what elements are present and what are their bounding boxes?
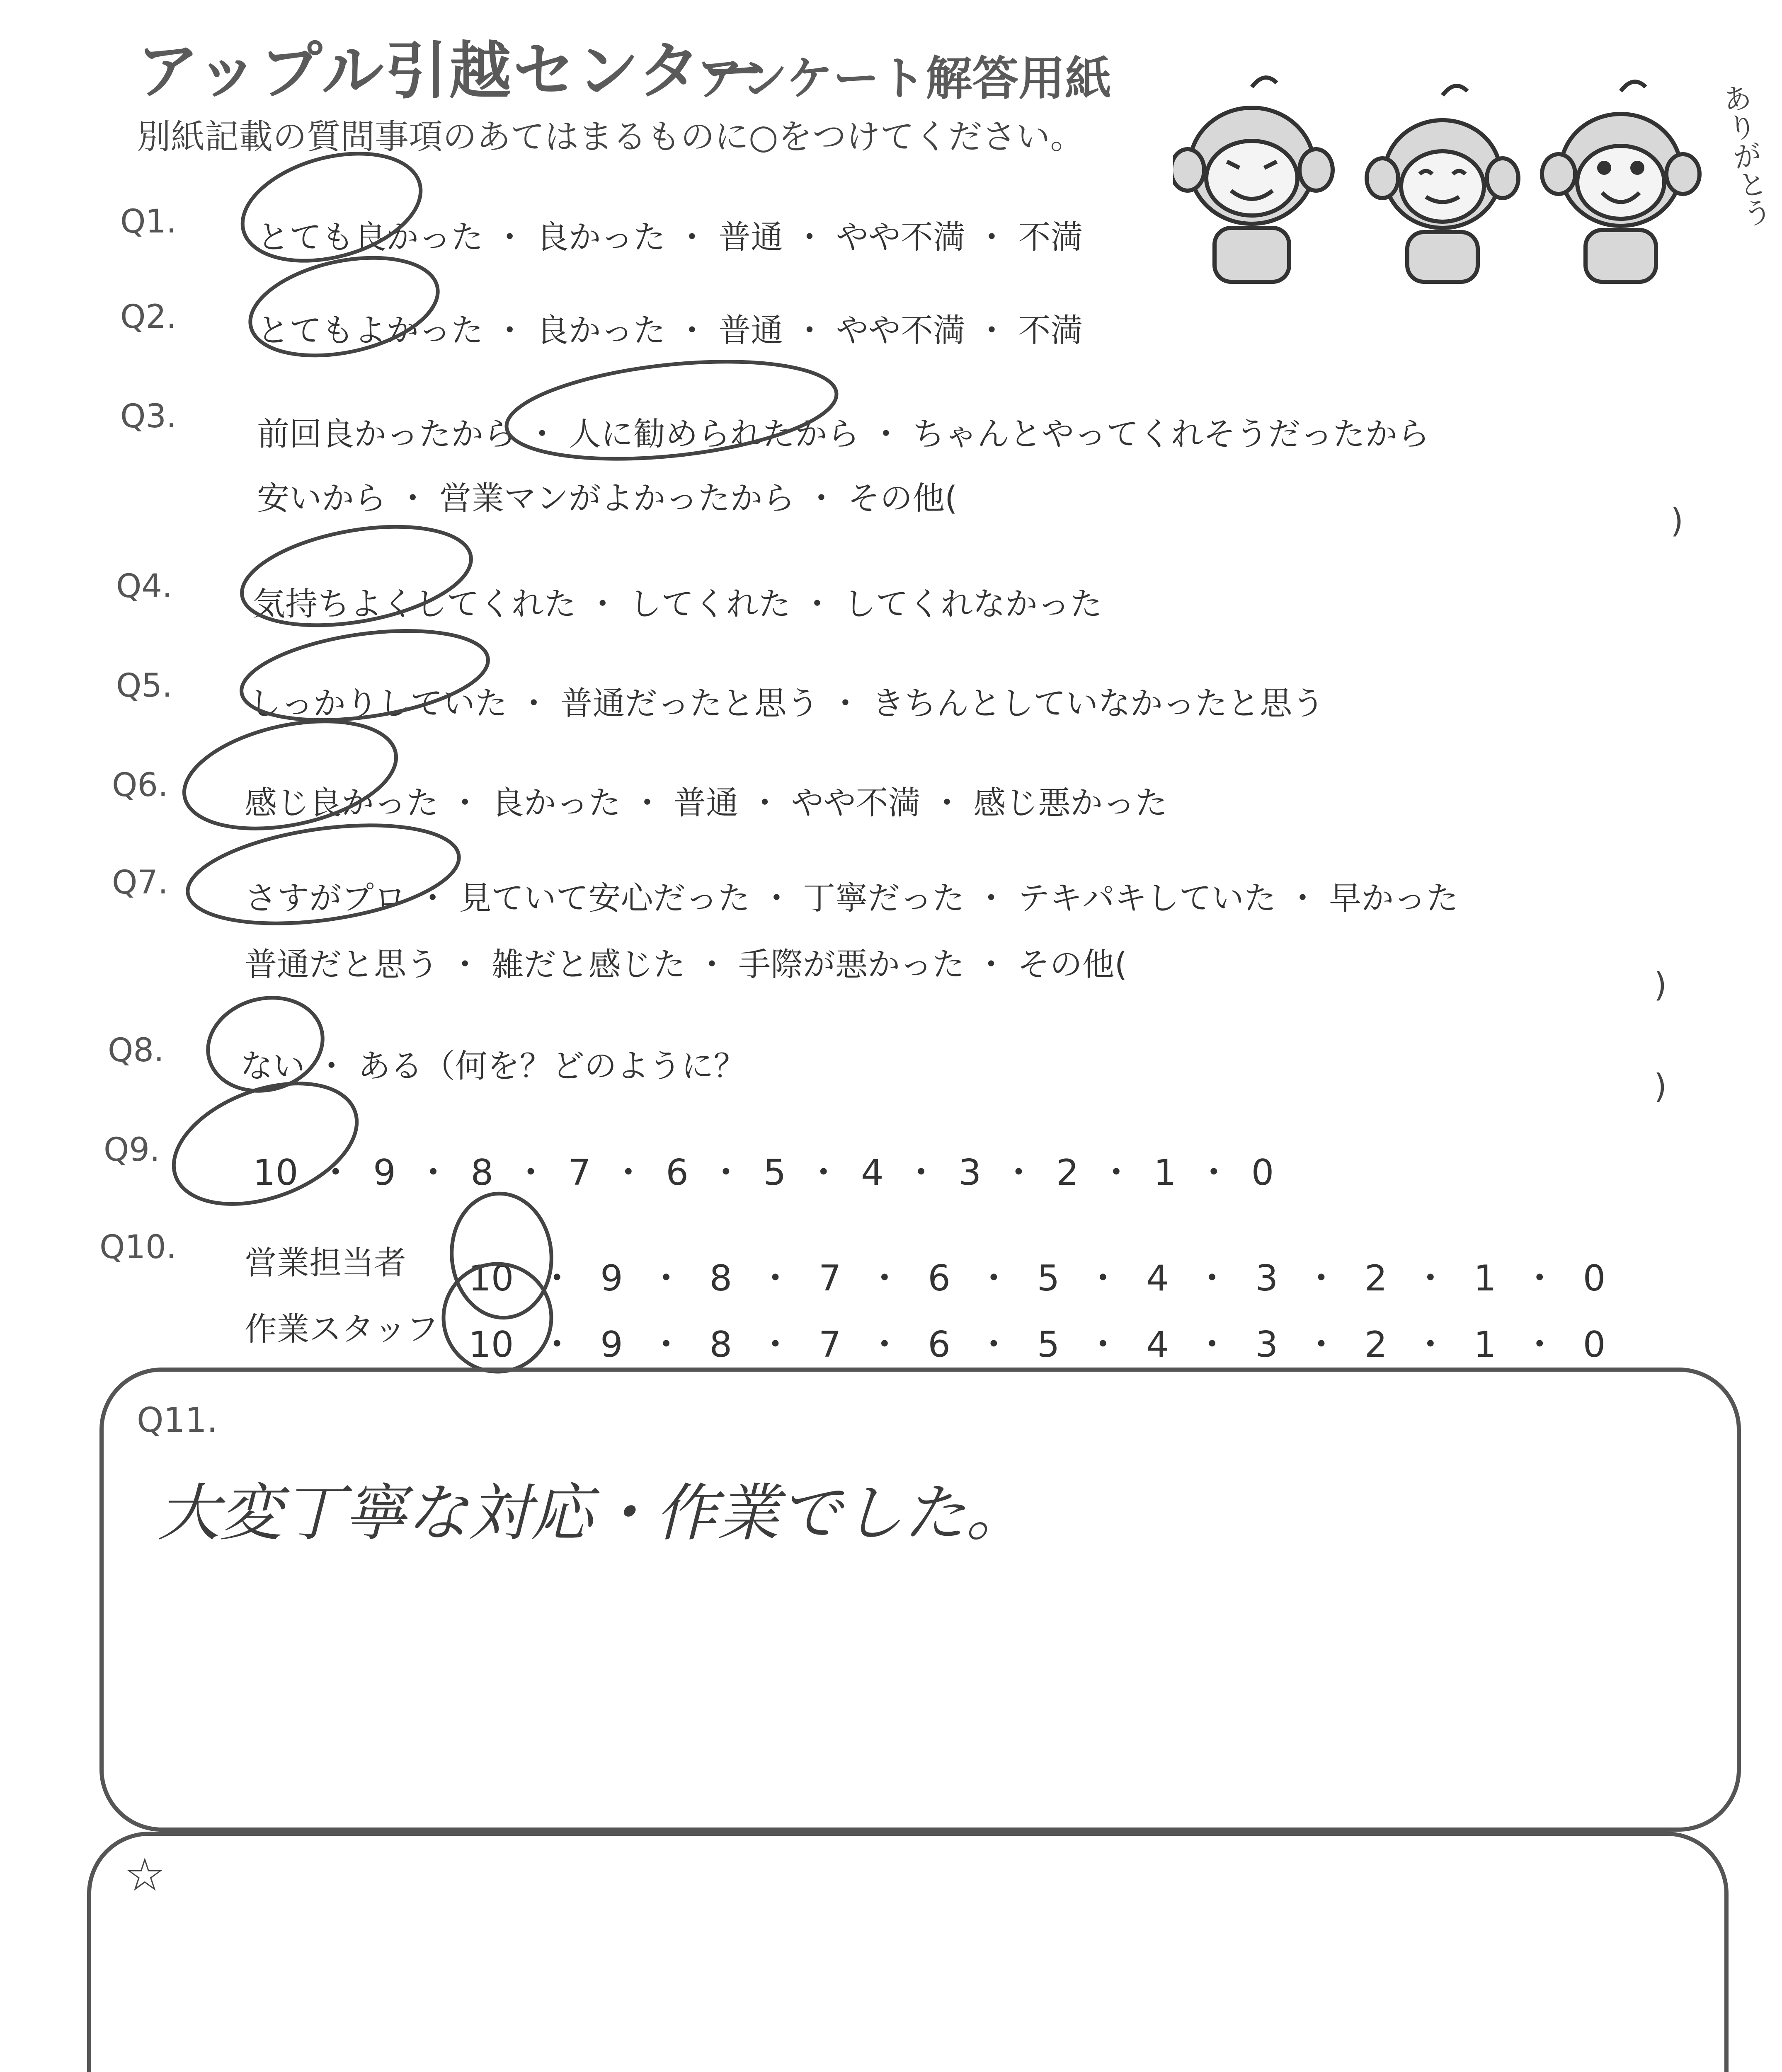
q3-close-paren: ) [1670,501,1684,540]
q3-options-line2[interactable]: 安いから ・ 営業マンがよかったから ・ その他( [257,480,958,517]
q11-comment-box[interactable] [99,1368,1741,1832]
q10-label: Q10. [99,1229,177,1266]
q1-label: Q1. [120,203,177,240]
q8-options[interactable]: ない ・ ある（何を？どのように？ [240,1048,746,1085]
q3-label: Q3. [120,398,177,435]
q2-label: Q2. [120,298,177,336]
q6-options[interactable]: 感じ良かった ・ 良かった ・ 普通 ・ やや不満 ・ 感じ悪かった [245,784,1168,822]
q9-scale[interactable]: 10 ・ 9 ・ 8 ・ 7 ・ 6 ・ 5 ・ 4 ・ 3 ・ 2 ・ 1 ・ 0 [253,1152,1274,1193]
q4-label: Q4. [116,568,172,605]
star-icon: ☆ [124,1848,165,1901]
q7-close-paren: ) [1654,966,1667,1004]
q7-options-line1[interactable]: さすがプロ ・ 見ていて安心だった ・ 丁寧だった ・ テキパキしていた ・ 早かった [245,880,1459,917]
instruction-text: 別紙記載の質問事項のあてはまるものに○をつけてください。 [137,117,1084,157]
q4-options[interactable]: 気持ちよくしてくれた ・ してくれた ・ してくれなかった [253,586,1103,623]
q3-options-line1[interactable]: 前回良かったから ・ 人に勧められたから ・ ちゃんとやってくれそうだったから [257,416,1430,453]
q10-staff-scale[interactable]: 10 ・ 9 ・ 8 ・ 7 ・ 6 ・ 5 ・ 4 ・ 3 ・ 2 ・ 1 ・ 0 [468,1324,1606,1365]
q11-answer: 大変丁寧な対応・作業でした。 [158,1477,1028,1549]
q8-label: Q8. [108,1032,164,1069]
q10-sales-scale[interactable]: 10 ・ 9 ・ 8 ・ 7 ・ 6 ・ 5 ・ 4 ・ 3 ・ 2 ・ 1 ・ 0 [468,1258,1606,1299]
q7-label: Q7. [112,864,168,901]
q8-close-paren: ) [1654,1067,1667,1106]
form-subtitle: アンケート解答用紙 [696,52,1112,106]
form-title: アップル引越センター [137,35,766,107]
q11-label: Q11. [137,1401,218,1440]
q5-label: Q5. [116,667,172,704]
thanks-text: ありがとう [1716,81,1775,230]
q9-label: Q9. [104,1131,160,1169]
q1-options[interactable]: とても良かった ・ 良かった ・ 普通 ・ やや不満 ・ 不満 [257,219,1083,256]
q2-options[interactable]: とてもよかった ・ 良かった ・ 普通 ・ やや不満 ・ 不満 [257,312,1083,349]
free-comment-box[interactable] [87,1832,1729,2072]
q10-sales-label: 営業担当者 [245,1244,407,1282]
q6-label: Q6. [112,767,168,804]
q5-options[interactable]: しっかりしていた ・ 普通だったと思う ・ きちんとしていなかったと思う [249,685,1325,722]
q10-staff-label: 作業スタッフ [245,1311,439,1348]
q7-options-line2[interactable]: 普通だと思う ・ 雑だと感じた ・ 手際が悪かった ・ その他( [245,946,1127,983]
